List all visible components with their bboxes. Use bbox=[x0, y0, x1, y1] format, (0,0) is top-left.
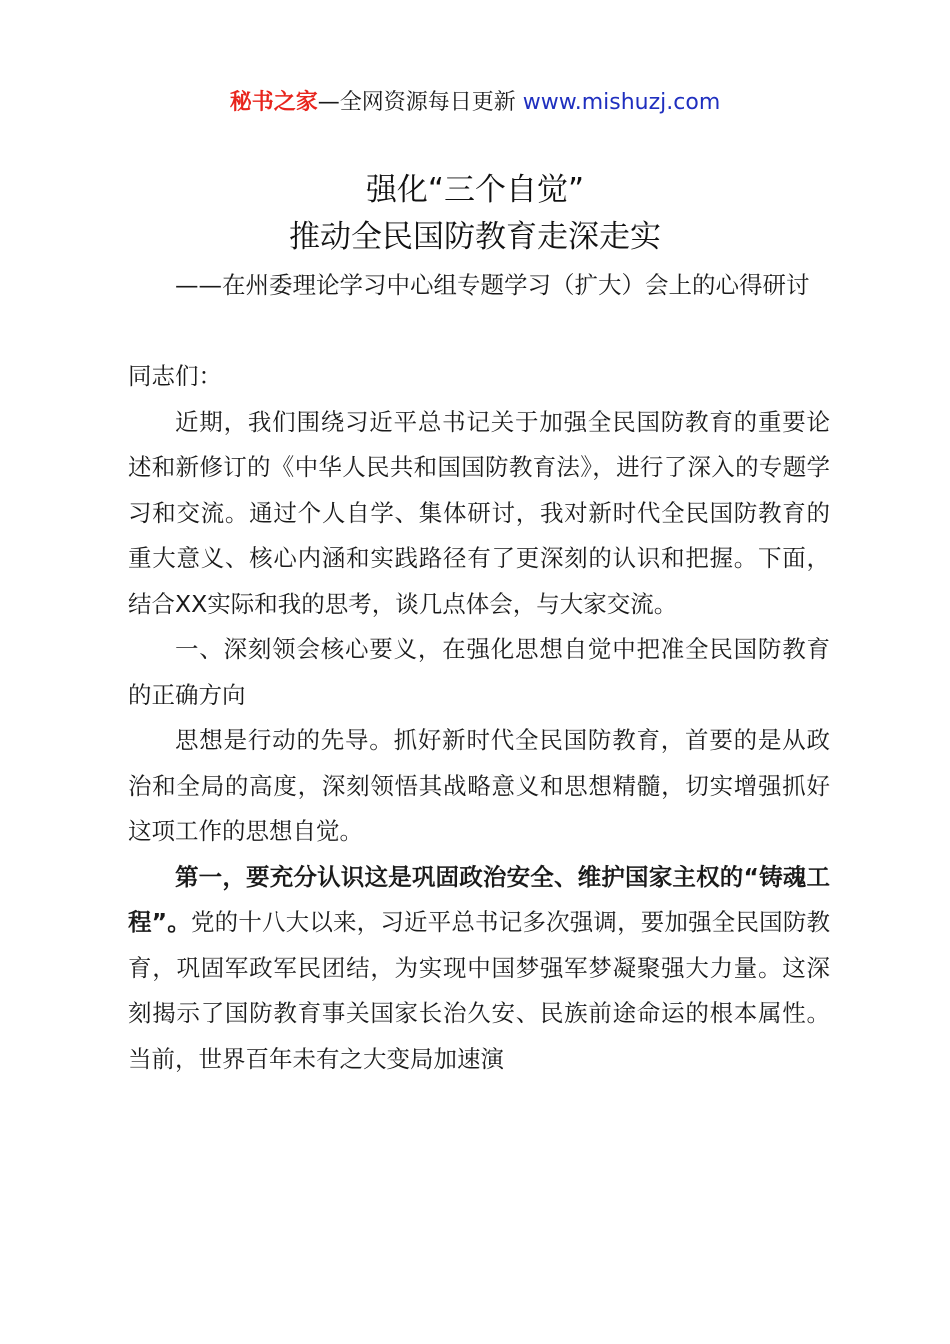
spacer bbox=[128, 309, 830, 355]
document-title-line1: 强化“三个自觉” bbox=[365, 172, 585, 208]
document-body bbox=[128, 263, 830, 1082]
site-url-link[interactable]: www.mishuzj.com bbox=[522, 90, 721, 115]
site-brand: 秘书之家 bbox=[229, 90, 318, 115]
section1-body: 思想是行动的先导。抓好新时代全民国防教育，首要的是从政治和全局的高度，深刻领悟其战略意义和思想精髓，切实增强抓好这项工作的思想自觉。 bbox=[128, 726, 830, 845]
document-title-line2: 推动全民国防教育走深走实 bbox=[289, 219, 661, 255]
site-slogan: —全网资源每日更新 bbox=[317, 90, 523, 115]
point1-body: 党的十八大以来，习近平总书记多次强调，要加强全民国防教育，巩固军政军民团结，为实现中国梦强军梦凝聚强大力量。这深刻揭示了国防教育事关国家长治久安、民族前途命运的根本属性。当前，世界百年未有之大变局加速演 bbox=[128, 908, 830, 1073]
document-subtitle: ——在州委理论学习中心组专题学习（扩大）会上的心得研讨 bbox=[175, 271, 810, 299]
point1-paragraph bbox=[128, 855, 830, 1083]
section1-heading: 一、深刻领会核心要义，在强化思想自觉中把准全民国防教育的正确方向 bbox=[128, 635, 830, 709]
salutation: 同志们： bbox=[128, 362, 222, 390]
point1-bold-lead: 第一，要充分认识这是巩固政治安全、维护国家主权的“铸魂工程”。 bbox=[128, 862, 830, 936]
paragraph-intro: 近期，我们围绕习近平总书记关于加强全民国防教育的重要论述和新修订的《中华人民共和国国防教育法》，进行了深入的专题学习和交流。通过个人自学、集体研讨，我对新时代全民国防教育的重大意义、核心内涵和实践路径有了更深刻的认识和把握。下面，结合XX实际和我的思考，谈几点体会，与大家交流。 bbox=[128, 407, 830, 618]
site-header bbox=[0, 86, 950, 120]
